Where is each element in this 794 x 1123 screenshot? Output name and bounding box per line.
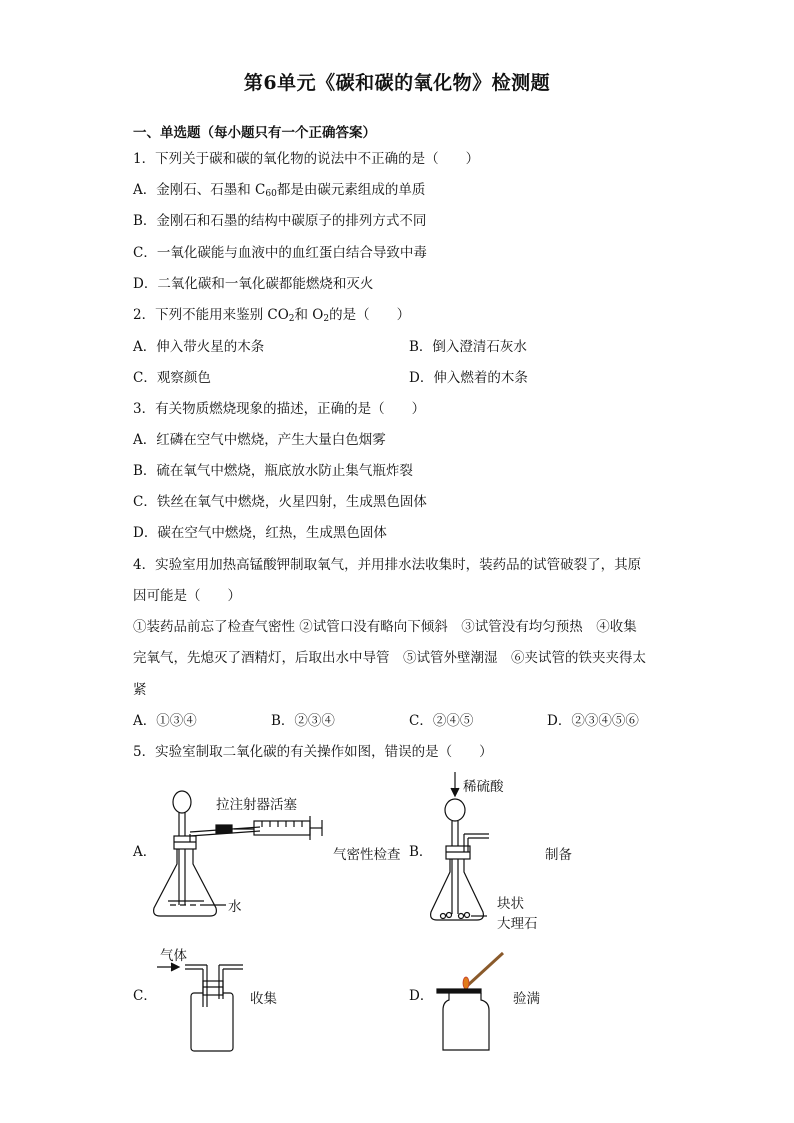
q1-stem: 1．下列关于碳和碳的氧化物的说法中不正确的是（ ） [133,151,480,167]
q2-option-c[interactable]: C．观察颜色 [133,370,211,386]
q5-option-d-label[interactable]: D． [409,988,434,1004]
q3-stem: 3．有关物质燃烧现象的描述，正确的是（ ） [133,401,426,417]
q3-option-a[interactable]: A．红磷在空气中燃烧，产生大量白色烟雾 [133,432,386,448]
q5-b-annotation-solid-1: 块状 [497,896,524,912]
q2-option-b[interactable]: B．倒入澄清石灰水 [409,339,527,355]
q5-b-caption: 制备 [545,847,572,863]
q2-subscript-2: 2 [323,314,330,324]
q5-d-caption: 验满 [513,991,540,1007]
q5-option-c-label[interactable]: C． [133,988,157,1004]
q2-subscript-1: 2 [288,314,295,324]
q2-option-a[interactable]: A．伸入带火星的木条 [133,339,265,355]
q4-option-a[interactable]: A．①③④ [133,713,197,729]
q4-list-line-3: 紧 [133,682,147,698]
q4-option-c[interactable]: C．②④⑤ [409,713,474,729]
q1-option-d[interactable]: D．二氧化碳和一氧化碳都能燃烧和灭火 [133,276,374,292]
q2-stem-mid: 和 O [294,307,324,323]
page-title: 第6单元《碳和碳的氧化物》检测题 [243,72,551,94]
q2-stem [133,306,410,328]
q5-figure-c [155,955,250,1055]
q5-figure-d [435,950,510,1055]
q5-b-annotation-acid: 稀硫酸 [463,779,504,795]
q3-option-c[interactable]: C．铁丝在氧气中燃烧，火星四射，生成黑色固体 [133,494,427,510]
q2-stem-text: 2．下列不能用来鉴别 CO [133,307,289,323]
q4-stem-line-2: 因可能是（ ） [133,588,241,604]
q5-option-b-label[interactable]: B． [409,844,433,860]
q3-option-d[interactable]: D．碳在空气中燃烧，红热，生成黑色固体 [133,525,387,541]
q5-c-annotation-gas: 气体 [160,948,187,964]
q1-option-a[interactable] [133,181,425,203]
q1-option-b[interactable]: B．金刚石和石墨的结构中碳原子的排列方式不同 [133,213,427,229]
q5-option-a-label[interactable]: A． [133,844,157,860]
q4-list-line-2: 完氧气，先熄灭了酒精灯，后取出水中导管 ⑤试管外壁潮湿 ⑥夹试管的铁夹夹得太 [133,650,646,666]
q5-a-annotation-water: 水 [228,899,242,915]
q4-stem-line-1: 4．实验室用加热高锰酸钾制取氧气，并用排水法收集时，装药品的试管破裂了，其原 [133,557,642,573]
q4-option-b[interactable]: B．②③④ [271,713,335,729]
q5-b-annotation-solid-2: 大理石 [497,916,538,932]
q3-option-b[interactable]: B．硫在氧气中燃烧，瓶底放水防止集气瓶炸裂 [133,463,413,479]
q5-stem: 5．实验室制取二氧化碳的有关操作如图，错误的是（ ） [133,744,493,760]
section-heading: 一、单选题（每小题只有一个正确答案） [133,125,376,141]
q2-option-d[interactable]: D．伸入燃着的木条 [409,370,528,386]
q2-stem-end: 的是（ ） [329,307,411,323]
q1-option-c[interactable]: C．一氧化碳能与血液中的血红蛋白结合导致中毒 [133,245,427,261]
q4-list-line-1: ①装药品前忘了检查气密性 ②试管口没有略向下倾斜 ③试管没有均匀预热 ④收集 [133,619,637,635]
q5-c-caption: 收集 [250,991,277,1007]
q1-option-a-subscript: 60 [265,189,277,199]
q1-option-a-text: A．金刚石、石墨和 C [133,182,266,198]
q5-a-annotation-syringe: 拉注射器活塞 [216,797,297,813]
q4-option-d[interactable]: D．②③④⑤⑥ [547,713,639,729]
q5-a-caption: 气密性检查 [333,847,401,863]
q1-option-a-text-end: 都是由碳元素组成的单质 [276,182,426,198]
